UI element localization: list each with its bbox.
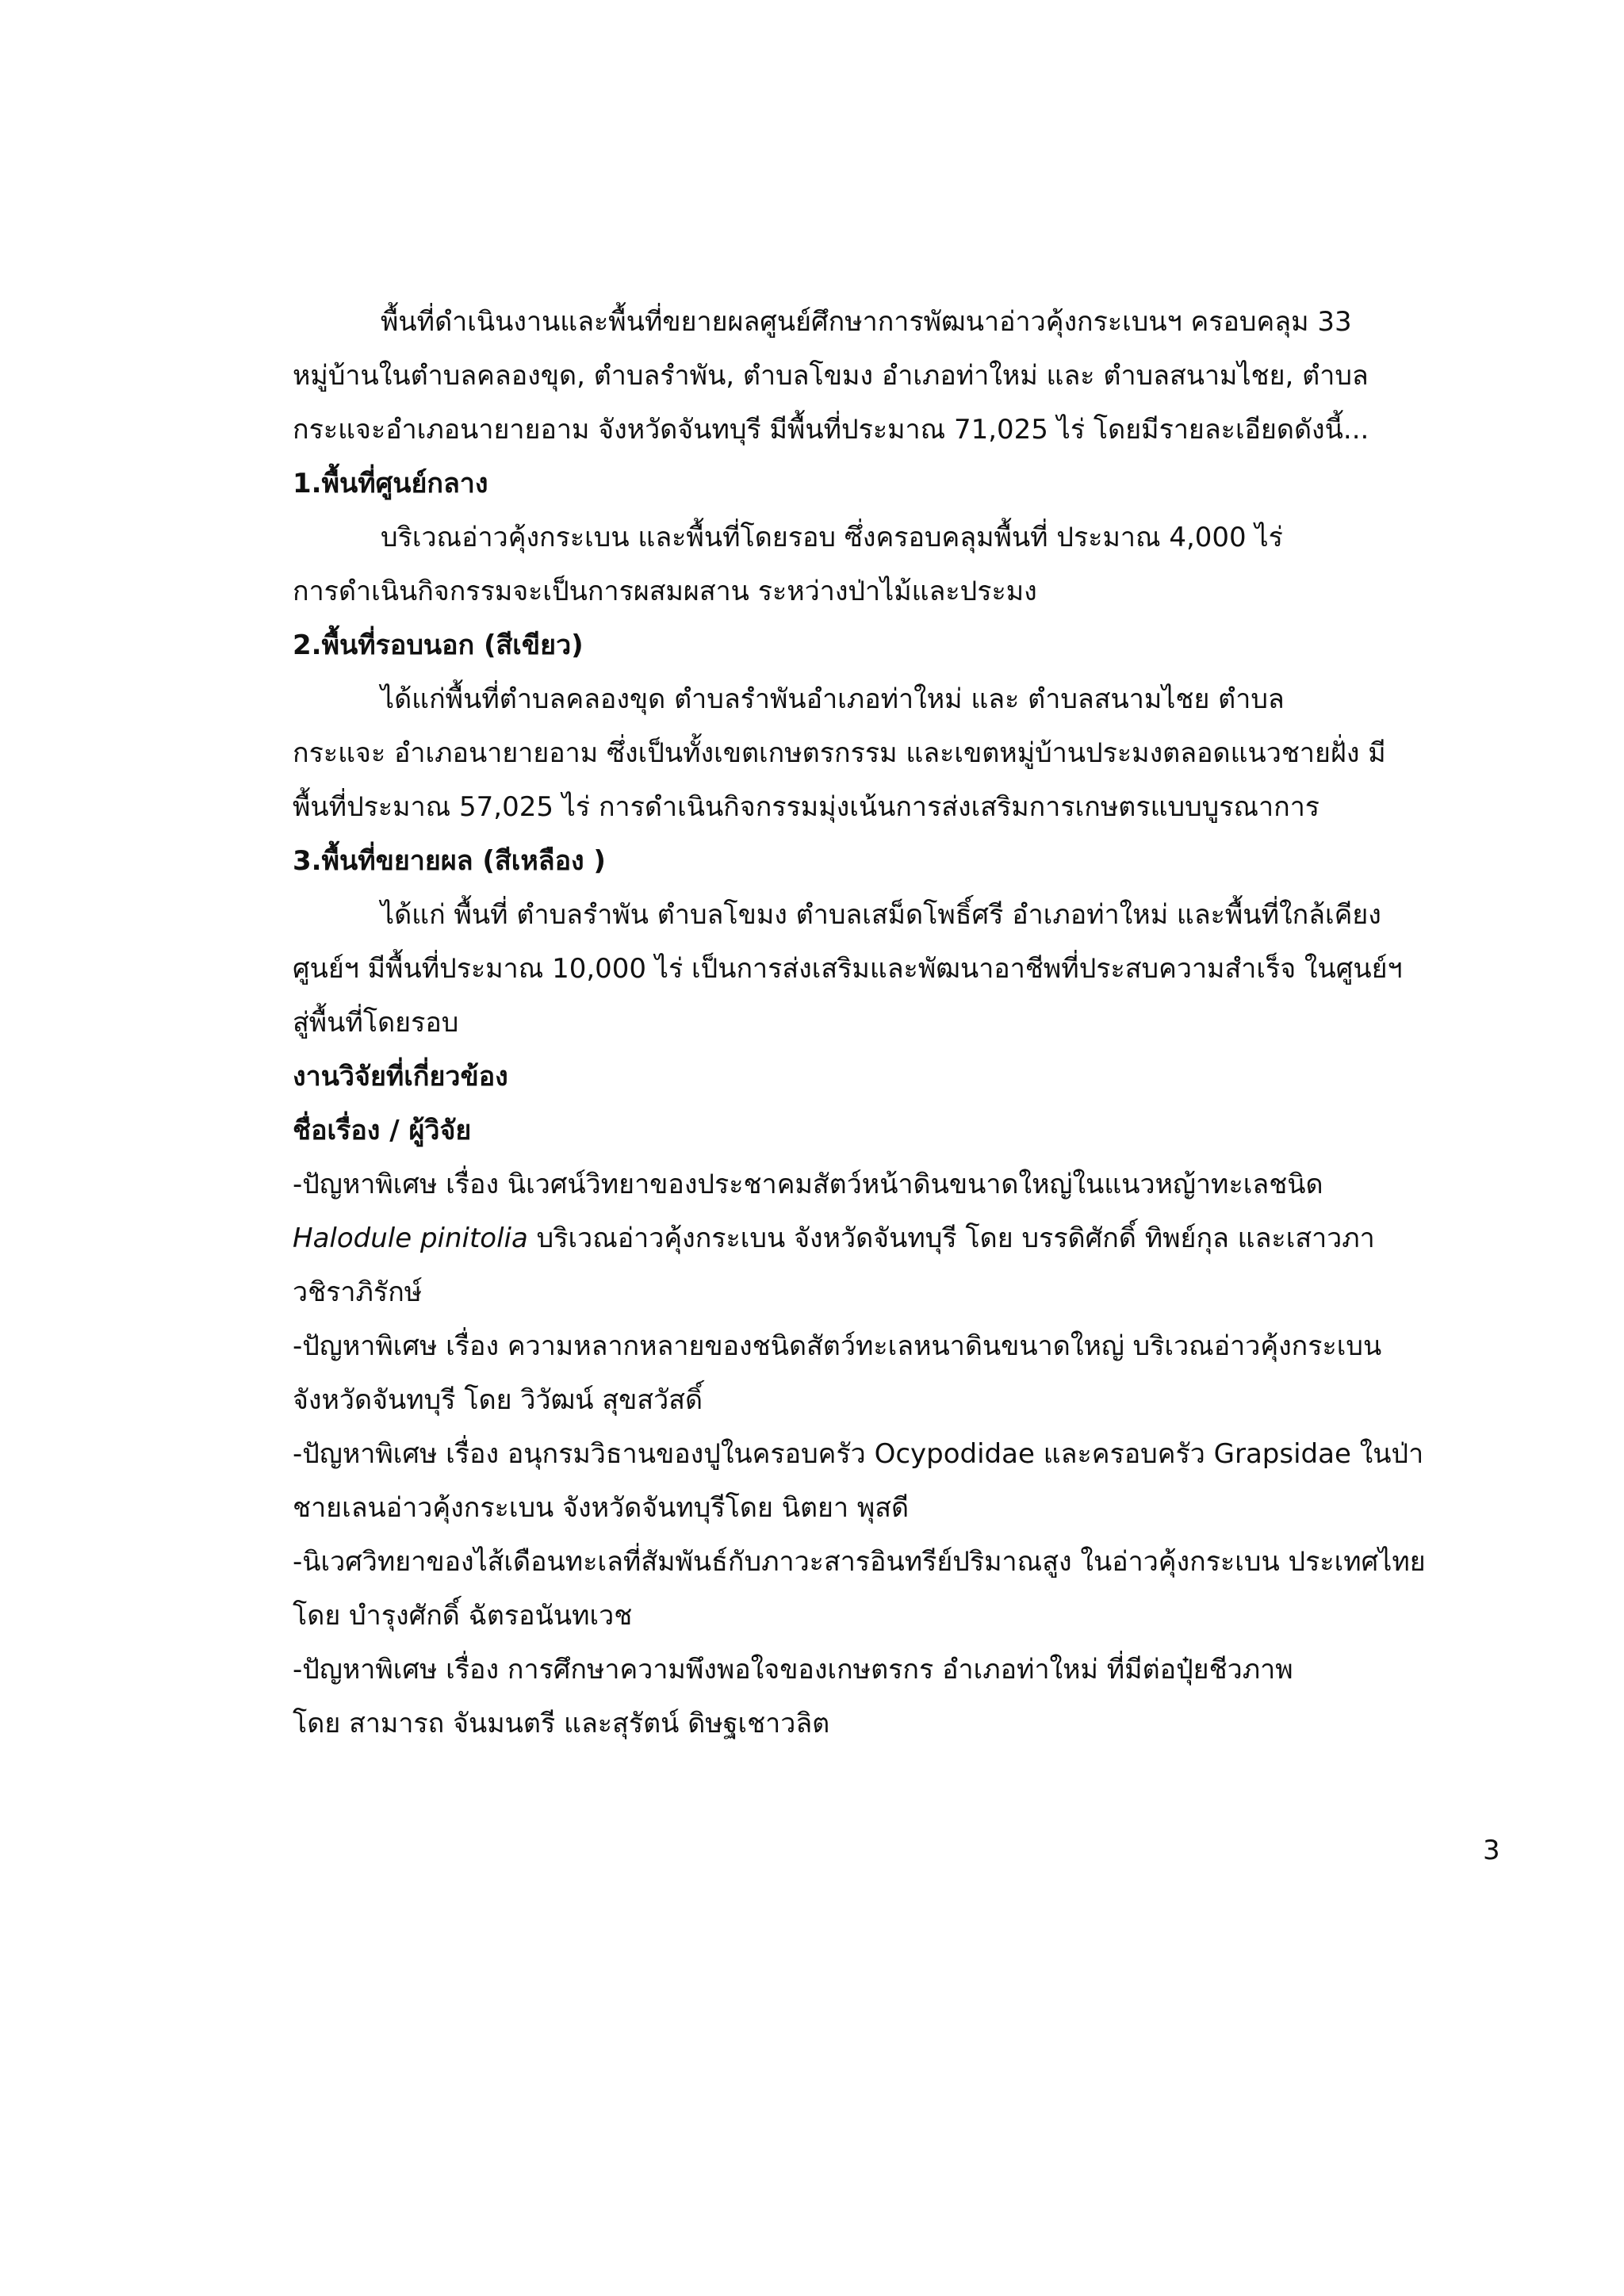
research-item-4-line-2: โดย บำรุงศักดิ์ ฉัตรอนันทเวช	[293, 1600, 633, 1632]
intro-line-2: หมู่บ้านในตำบลคลองขุด, ตำบลรำพัน, ตำบลโขมง อำเภอท่าใหม่ และ ตำบลสนามไชย, ตำบล	[293, 360, 1369, 392]
research-item-1	[293, 1158, 1434, 1319]
research-item-3-line-2: ชายเลนอ่าวคุ้งกระเบน จังหวัดจันทบุรีโดย นิตยา พุสดี	[293, 1492, 910, 1524]
research-item-1-line-2-rest: บริเวณอ่าวคุ้งกระเบน จังหวัดจันทบุรี โดย บรรดิศักดิ์ ทิพย์กุล และเสาวภา	[527, 1223, 1375, 1254]
species-name: Halodule pinitolia	[293, 1223, 528, 1254]
section-3-heading: 3.พื้นที่ขยายผล (สีเหลือง )	[293, 845, 606, 877]
research-subheading: ชื่อเรื่อง / ผู้วิจัย	[293, 1115, 472, 1146]
research-item-4	[293, 1535, 1434, 1643]
section-2-paragraph	[293, 672, 1434, 834]
research-item-4-line-1: -นิเวศวิทยาของไส้เดือนทะเลที่สัมพันธ์กับภาวะสารอินทรีย์ปริมาณสูง ในอ่าวคุ้งกระเบน ประเทศไทย	[293, 1546, 1426, 1578]
section-3-paragraph	[293, 888, 1434, 1050]
research-item-1-line-1: -ปัญหาพิเศษ เรื่อง นิเวศน์วิทยาของประชาคมสัตว์หน้าดินขนาดใหญ่ในแนวหญ้าทะเลชนิด	[293, 1169, 1323, 1200]
section-3-line-2: ศูนย์ฯ มีพื้นที่ประมาณ 10,000 ไร่ เป็นการส่งเสริมและพัฒนาอาชีพที่ประสบความสำเร็จ ในศูนย์ฯ	[293, 953, 1403, 985]
research-item-5-line-2: โดย สามารถ จันมนตรี และสุรัตน์ ดิษฐเชาวลิต	[293, 1708, 830, 1739]
research-item-2-line-2: จังหวัดจันทบุรี โดย วิวัฒน์ สุขสวัสดิ์	[293, 1384, 703, 1416]
page-number: 3	[1483, 1835, 1500, 1866]
research-item-3-line-1: -ปัญหาพิเศษ เรื่อง อนุกรมวิธานของปูในครอบครัว Ocypodidae และครอบครัว Grapsidae ในป่า	[293, 1438, 1424, 1470]
research-item-5	[293, 1643, 1434, 1751]
section-1-line-1: บริเวณอ่าวคุ้งกระเบน และพื้นที่โดยรอบ ซึ่งครอบคลุมพื้นที่ ประมาณ 4,000 ไร่	[381, 522, 1283, 553]
research-item-2-line-1: -ปัญหาพิเศษ เรื่อง ความหลากหลายของชนิดสัตว์ทะเลหนาดินขนาดใหญ่ บริเวณอ่าวคุ้งกระเบน	[293, 1330, 1382, 1362]
research-item-3	[293, 1427, 1434, 1535]
section-2-line-2: กระแจะ อำเภอนายายอาม ซึ่งเป็นทั้งเขตเกษตรกรรม และเขตหมู่บ้านประมงตลอดแนวชายฝั่ง มี	[293, 737, 1386, 769]
section-2-line-3: พื้นที่ประมาณ 57,025 ไร่ การดำเนินกิจกรรมมุ่งเน้นการส่งเสริมการเกษตรแบบบูรณาการ	[293, 791, 1320, 823]
section-2-line-1: ได้แก่พื้นที่ตำบลคลองขุด ตำบลรำพันอำเภอท่าใหม่ และ ตำบลสนามไชย ตำบล	[381, 683, 1285, 715]
intro-paragraph	[293, 295, 1434, 457]
research-item-5-line-1: -ปัญหาพิเศษ เรื่อง การศึกษาความพึงพอใจของเกษตรกร อำเภอท่าใหม่ ที่มีต่อปุ๋ยชีวภาพ	[293, 1654, 1293, 1686]
research-heading: งานวิจัยที่เกี่ยวข้อง	[293, 1061, 508, 1093]
section-1-heading: 1.พื้นที่ศูนย์กลาง	[293, 468, 488, 499]
intro-line-1: พื้นที่ดำเนินงานและพื้นที่ขยายผลศูนย์ศึกษาการพัฒนาอ่าวคุ้งกระเบนฯ ครอบคลุม 33	[381, 306, 1352, 338]
section-3-line-3: สู่พื้นที่โดยรอบ	[293, 1007, 459, 1039]
section-1-line-2: การดำเนินกิจกรรมจะเป็นการผสมผสาน ระหว่างป่าไม้และประมง	[293, 576, 1037, 607]
section-1-paragraph	[293, 511, 1434, 618]
document-body	[293, 295, 1434, 1751]
research-item-1-line-2	[293, 1211, 1434, 1265]
research-item-1-line-3: วชิราภิรักษ์	[293, 1276, 423, 1308]
research-item-2	[293, 1319, 1434, 1427]
section-3-line-1: ได้แก่ พื้นที่ ตำบลรำพัน ตำบลโขมง ตำบลเสม็ดโพธิ์ศรี อำเภอท่าใหม่ และพื้นที่ใกล้เคียง	[381, 899, 1381, 931]
section-2-heading: 2.พื้นที่รอบนอก (สีเขียว)	[293, 629, 584, 661]
intro-line-3: กระแจะอำเภอนายายอาม จังหวัดจันทบุรี มีพื้นที่ประมาณ 71,025 ไร่ โดยมีรายละเอียดดังนี้...	[293, 414, 1369, 446]
